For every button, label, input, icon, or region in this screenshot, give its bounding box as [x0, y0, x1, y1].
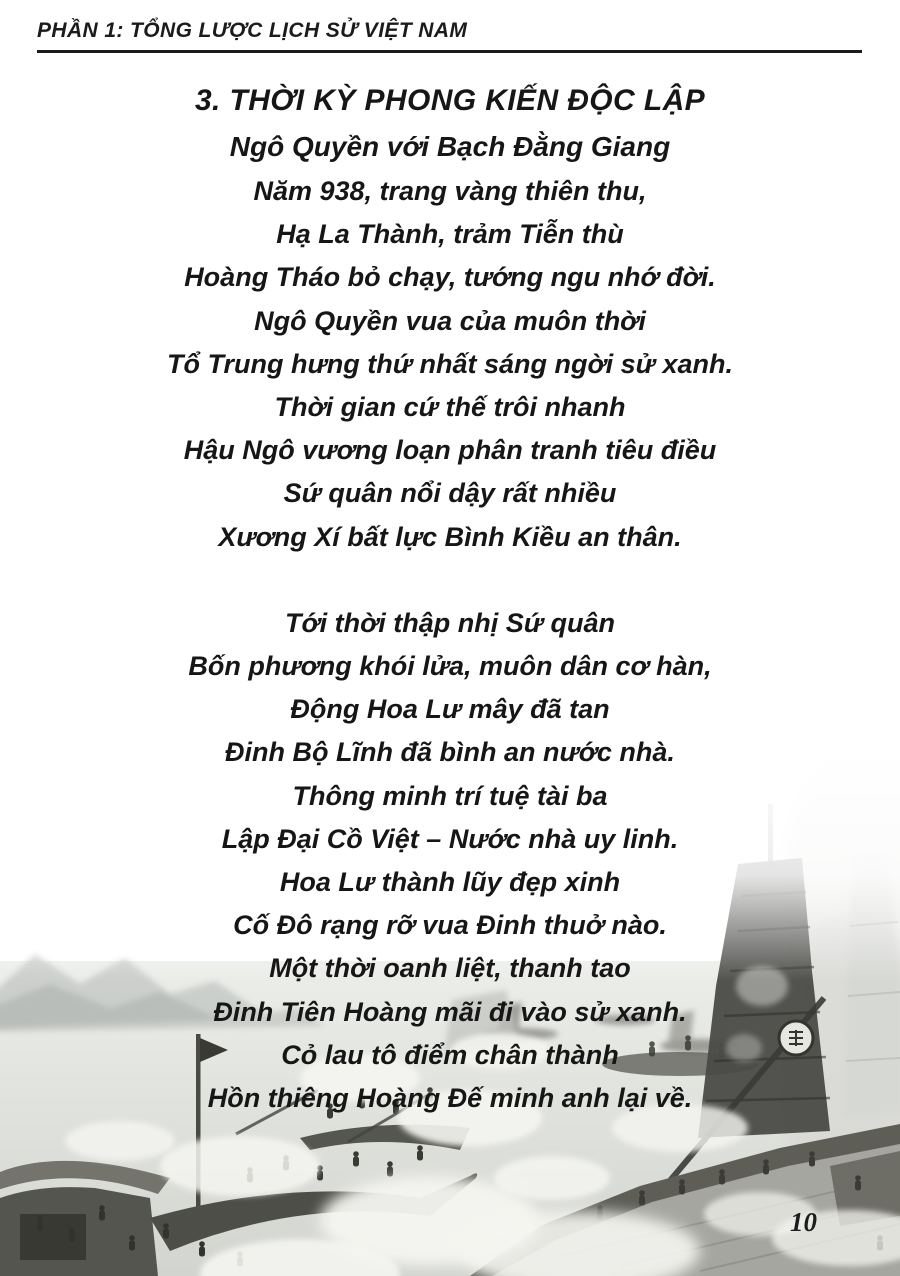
poem-line: Đinh Bộ Lĩnh đã bình an nước nhà. [225, 737, 675, 768]
poem-line: Xương Xí bất lực Bình Kiều an thân. [218, 521, 682, 552]
poem-line: Cỏ lau tô điểm chân thành [281, 1039, 619, 1070]
poem-line: Tới thời thập nhị Sứ quân [285, 607, 615, 638]
poem-line: Ngô Quyền vua của muôn thời [254, 305, 646, 336]
poem-line: Đinh Tiên Hoàng mãi đi vào sử xanh. [213, 996, 687, 1027]
poem-line: Thời gian cứ thế trôi nhanh [274, 392, 626, 423]
poem-block [0, 78, 900, 1120]
stanza-gap [0, 559, 900, 602]
poem-line: Thông minh trí tuệ tài ba [292, 780, 608, 811]
poem-line: Động Hoa Lư mây đã tan [290, 694, 610, 725]
poem-line: Hoa Lư thành lũy đẹp xinh [279, 867, 621, 898]
poem-line: Sứ quân nổi dậy rất nhiều [283, 478, 617, 509]
poem-line: Một thời oanh liệt, thanh tao [269, 953, 631, 984]
poem-subtitle: Ngô Quyền với Bạch Đằng Giang [229, 131, 671, 162]
poem-line: Cố Đô rạng rỡ vua Đinh thuở nào. [233, 910, 667, 941]
section-title: 3. THỜI KỲ PHONG KIẾN ĐỘC LẬP [194, 84, 706, 117]
poem-line: Bốn phương khói lửa, muôn dân cơ hàn, [188, 651, 712, 682]
running-header [37, 19, 862, 53]
poem-line: Hồn thiêng Hoàng Đế minh anh lại về. [207, 1083, 693, 1114]
page-number: 10 [790, 1207, 817, 1237]
stanza-2 [0, 602, 900, 1120]
poem-line: Hạ La Thành, trảm Tiễn thù [276, 219, 624, 250]
running-header-text: PHẦN 1: TỔNG LƯỢC LỊCH SỬ VIỆT NAM [37, 19, 468, 42]
header-rule [37, 50, 862, 53]
stanza-1 [0, 170, 900, 559]
poem-line: Hoàng Tháo bỏ chạy, tướng ngu nhớ đời. [184, 262, 716, 293]
poem-line: Tổ Trung hưng thứ nhất sáng ngời sử xanh. [167, 348, 733, 379]
poem-line: Năm 938, trang vàng thiên thu, [253, 176, 647, 206]
poem-line: Lập Đại Cồ Việt – Nước nhà uy linh. [221, 823, 679, 854]
poem-line: Hậu Ngô vương loạn phân tranh tiêu điều [183, 435, 717, 466]
